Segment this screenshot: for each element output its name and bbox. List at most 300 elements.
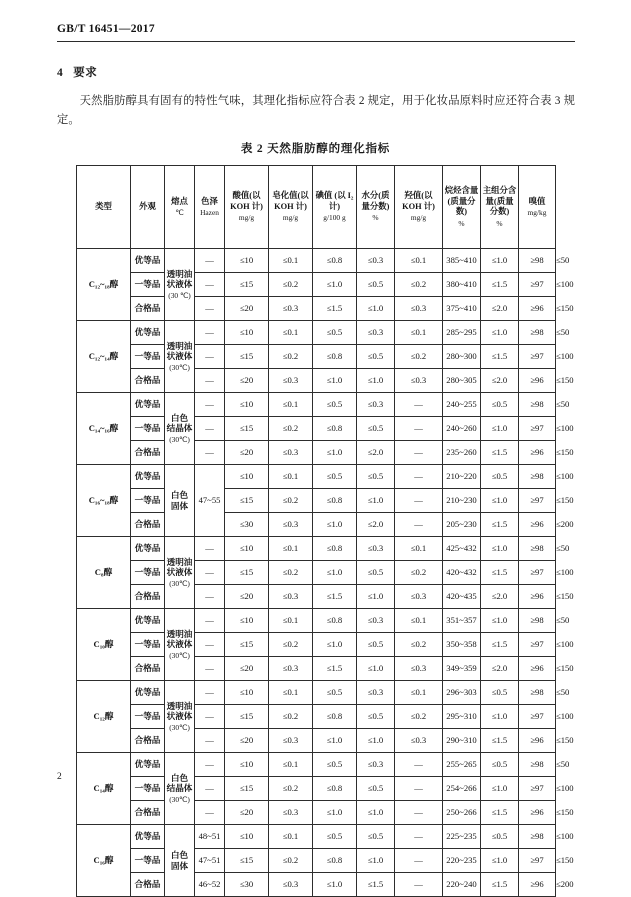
table-row: C₁₄~₁₆醇 优等品 白色 结晶体 (30℃) — ≤10 ≤0.1 ≤0.5 ≤0.3 — 240~255 ≤0.5 ≥98 ≤50	[77, 393, 556, 417]
cell-main-component: ≥96	[519, 657, 556, 681]
cell-alkane-content: ≤1.5	[481, 801, 519, 825]
cell-main-component: ≥98	[519, 249, 556, 273]
cell-main-component: ≥97	[519, 561, 556, 585]
cell-hydroxyl-value: 380~410	[443, 273, 481, 297]
table-row: C₁₀醇 优等品 透明油 状液体 (30℃) — ≤10 ≤0.1 ≤0.8 ≤0.3 ≤0.1 351~357 ≤1.0 ≥98 ≤50	[77, 609, 556, 633]
col-header-water-content: 水分(质量分数) %	[357, 166, 395, 249]
cell-iodine-value: ≤1.0	[357, 489, 395, 513]
cell-water-content: —	[395, 849, 443, 873]
cell-color: ≤15	[225, 849, 269, 873]
grade-cell: 一等品	[131, 633, 165, 657]
cell-acid-value: ≤0.2	[269, 849, 313, 873]
cell-hydroxyl-value: 385~410	[443, 249, 481, 273]
cell-hydroxyl-value: 225~235	[443, 825, 481, 849]
cell-water-content: ≤0.1	[395, 321, 443, 345]
table-row: C₁₂~₁₈醇 优等品 透明油 状液体 (30 ℃) — ≤10 ≤0.1 ≤0.8 ≤0.3 ≤0.1 385~410 ≤1.0 ≥98 ≤50	[77, 249, 556, 273]
cell-iodine-value: ≤0.3	[357, 681, 395, 705]
cell-hydroxyl-value: 425~432	[443, 537, 481, 561]
cell-iodine-value: ≤0.3	[357, 753, 395, 777]
clause-heading	[57, 64, 97, 80]
table-row: 一等品 — ≤15 ≤0.2 ≤0.8 ≤0.5 — 240~260 ≤1.0 ≥97 ≤100	[77, 417, 556, 441]
table-row: 合格品 — ≤20 ≤0.3 ≤1.0 ≤1.0 ≤0.3 290~310 ≤1.5 ≥96 ≤150	[77, 729, 556, 753]
table-row: C₁₆~₁₈醇 优等品 白色 固体 47~55 ≤10 ≤0.1 ≤0.5 ≤0.5 — 210~220 ≤0.5 ≥98 ≤100	[77, 465, 556, 489]
cell-main-component: ≥97	[519, 489, 556, 513]
cell-melting-point: —	[195, 417, 225, 441]
grade-cell: 合格品	[131, 297, 165, 321]
cell-hydroxyl-value: 240~260	[443, 417, 481, 441]
table-row: 一等品 — ≤15 ≤0.2 ≤1.0 ≤0.5 ≤0.2 420~432 ≤1.5 ≥97 ≤100	[77, 561, 556, 585]
cell-main-component: ≥96	[519, 801, 556, 825]
col-header-melting-point: 熔点 ℃	[165, 166, 195, 249]
cell-color: ≤10	[225, 609, 269, 633]
cell-saponification-value: ≤1.0	[313, 441, 357, 465]
cell-iodine-value: ≤0.5	[357, 633, 395, 657]
table-body	[77, 249, 574, 897]
cell-iodine-value: ≤0.3	[357, 537, 395, 561]
cell-iodine-value: ≤0.5	[357, 465, 395, 489]
clause-paragraph: 天然脂肪醇具有固有的特性气味，其理化指标应符合表 2 规定，用于化妆品原料时应还符合表 3 规定。	[57, 95, 575, 126]
cell-hydroxyl-value: 235~260	[443, 441, 481, 465]
col-header-saponification-value: 皂化值(以 KOH 计) mg/g	[269, 166, 313, 249]
cell-acid-value: ≤0.2	[269, 777, 313, 801]
table-row: 合格品 46~52 ≤30 ≤0.3 ≤1.0 ≤1.5 — 220~240 ≤1.5 ≥96 ≤200	[77, 873, 556, 897]
col-header-appearance: 外观	[131, 166, 165, 249]
cell-alkane-content: ≤1.5	[481, 729, 519, 753]
cell-water-content: ≤0.3	[395, 657, 443, 681]
cell-alkane-content: ≤1.0	[481, 249, 519, 273]
table-row: C₁₂~₁₄醇 优等品 透明油 状液体 (30℃) — ≤10 ≤0.1 ≤0.5 ≤0.3 ≤0.1 285~295 ≤1.0 ≥98 ≤50	[77, 321, 556, 345]
cell-color: ≤15	[225, 705, 269, 729]
cell-hydroxyl-value: 285~295	[443, 321, 481, 345]
type-cell: C₈醇	[77, 537, 131, 609]
cell-acid-value: ≤0.2	[269, 705, 313, 729]
header-row	[77, 166, 556, 249]
cell-alkane-content: ≤0.5	[481, 753, 519, 777]
cell-alkane-content: ≤1.0	[481, 705, 519, 729]
cell-iodine-value: ≤0.5	[357, 561, 395, 585]
table-row: 合格品 — ≤20 ≤0.3 ≤1.0 ≤1.0 — 250~266 ≤1.5 ≥96 ≤150	[77, 801, 556, 825]
cell-alkane-content: ≤1.5	[481, 345, 519, 369]
cell-iodine-value: ≤1.5	[357, 873, 395, 897]
cell-water-content: ≤0.2	[395, 633, 443, 657]
cell-alkane-content: ≤1.5	[481, 873, 519, 897]
cell-alkane-content: ≤0.5	[481, 825, 519, 849]
cell-water-content: ≤0.3	[395, 297, 443, 321]
cell-water-content: —	[395, 441, 443, 465]
cell-melting-point: —	[195, 585, 225, 609]
cell-alkane-content: ≤1.0	[481, 537, 519, 561]
cell-acid-value: ≤0.2	[269, 345, 313, 369]
cell-melting-point: —	[195, 657, 225, 681]
cell-saponification-value: ≤1.0	[313, 873, 357, 897]
cell-acid-value: ≤0.1	[269, 825, 313, 849]
cell-saponification-value: ≤0.5	[313, 753, 357, 777]
cell-saponification-value: ≤0.8	[313, 345, 357, 369]
cell-acid-value: ≤0.2	[269, 417, 313, 441]
table-row: 一等品 — ≤15 ≤0.2 ≤0.8 ≤0.5 ≤0.2 280~300 ≤1.5 ≥97 ≤100	[77, 345, 556, 369]
grade-cell: 优等品	[131, 681, 165, 705]
cell-main-component: ≥97	[519, 777, 556, 801]
cell-color: ≤15	[225, 417, 269, 441]
cell-main-component: ≥96	[519, 585, 556, 609]
cell-saponification-value: ≤1.0	[313, 801, 357, 825]
col-header-type: 类型	[77, 166, 131, 249]
cell-color: ≤15	[225, 777, 269, 801]
table-caption: 表 2 天然脂肪醇的理化指标	[240, 143, 391, 155]
cell-hydroxyl-value: 350~358	[443, 633, 481, 657]
cell-saponification-value: ≤0.5	[313, 465, 357, 489]
grade-cell: 优等品	[131, 609, 165, 633]
cell-main-component: ≥98	[519, 753, 556, 777]
cell-melting-point: —	[195, 681, 225, 705]
cell-alkane-content: ≤1.0	[481, 849, 519, 873]
cell-alkane-content: ≤1.0	[481, 417, 519, 441]
cell-iodine-value: ≤1.0	[357, 297, 395, 321]
cell-saponification-value: ≤0.8	[313, 849, 357, 873]
cell-hydroxyl-value: 240~255	[443, 393, 481, 417]
clause-title: 要求	[73, 67, 98, 79]
table-row: C₁₆醇 优等品 白色 固体 48~51 ≤10 ≤0.1 ≤0.5 ≤0.5 — 225~235 ≤0.5 ≥98 ≤100	[77, 825, 556, 849]
cell-water-content: —	[395, 801, 443, 825]
cell-water-content: —	[395, 417, 443, 441]
cell-acid-value: ≤0.1	[269, 753, 313, 777]
col-header-acid-value: 酸值(以 KOH 计) mg/g	[225, 166, 269, 249]
cell-color: ≤20	[225, 441, 269, 465]
cell-melting-point: —	[195, 705, 225, 729]
cell-saponification-value: ≤1.0	[313, 561, 357, 585]
cell-main-component: ≥96	[519, 441, 556, 465]
type-cell: C₁₂~₁₈醇	[77, 249, 131, 321]
cell-acid-value: ≤0.3	[269, 297, 313, 321]
cell-alkane-content: ≤1.0	[481, 609, 519, 633]
grade-cell: 一等品	[131, 705, 165, 729]
table-row: 一等品 — ≤15 ≤0.2 ≤0.8 ≤0.5 — 254~266 ≤1.0 ≥97 ≤100	[77, 777, 556, 801]
cell-melting-point: —	[195, 321, 225, 345]
standard-number: GB/T 16451—2017	[57, 23, 155, 35]
cell-melting-point: —	[195, 729, 225, 753]
cell-melting-point: 47~55	[195, 465, 225, 537]
type-cell: C₁₀醇	[77, 609, 131, 681]
clause-number: 4	[57, 67, 64, 79]
cell-acid-value: ≤0.1	[269, 249, 313, 273]
cell-iodine-value: ≤0.5	[357, 345, 395, 369]
table-row: C₁₄醇 优等品 白色 结晶体 (30℃) — ≤10 ≤0.1 ≤0.5 ≤0.3 — 255~265 ≤0.5 ≥98 ≤50	[77, 753, 556, 777]
appearance-cell: 透明油 状液体 (30℃)	[165, 321, 195, 393]
type-cell: C₁₄醇	[77, 753, 131, 825]
cell-water-content: ≤0.1	[395, 681, 443, 705]
cell-main-component: ≥98	[519, 681, 556, 705]
cell-acid-value: ≤0.2	[269, 561, 313, 585]
cell-iodine-value: ≤0.5	[357, 273, 395, 297]
cell-water-content: —	[395, 873, 443, 897]
cell-water-content: —	[395, 753, 443, 777]
cell-color: ≤15	[225, 633, 269, 657]
appearance-cell: 白色 结晶体 (30℃)	[165, 753, 195, 825]
cell-color: ≤20	[225, 369, 269, 393]
page-number: 2	[57, 772, 62, 782]
appearance-cell: 白色 固体	[165, 825, 195, 897]
cell-saponification-value: ≤0.8	[313, 537, 357, 561]
cell-saponification-value: ≤1.0	[313, 633, 357, 657]
grade-cell: 优等品	[131, 321, 165, 345]
cell-melting-point: 47~51	[195, 849, 225, 873]
cell-water-content: ≤0.3	[395, 585, 443, 609]
col-header-main-component: 主组分含量(质量分数) %	[481, 166, 519, 249]
table-row: 一等品 — ≤15 ≤0.2 ≤0.8 ≤0.5 ≤0.2 295~310 ≤1.0 ≥97 ≤100	[77, 705, 556, 729]
cell-iodine-value: ≤0.3	[357, 393, 395, 417]
cell-water-content: —	[395, 825, 443, 849]
cell-color: ≤10	[225, 321, 269, 345]
cell-alkane-content: ≤1.5	[481, 513, 519, 537]
cell-main-component: ≥96	[519, 513, 556, 537]
grade-cell: 优等品	[131, 825, 165, 849]
header-rule	[57, 41, 575, 42]
cell-color: ≤20	[225, 729, 269, 753]
cell-color: ≤10	[225, 537, 269, 561]
appearance-cell: 透明油 状液体 (30℃)	[165, 681, 195, 753]
cell-hydroxyl-value: 290~310	[443, 729, 481, 753]
cell-water-content: —	[395, 465, 443, 489]
cell-main-component: ≥98	[519, 537, 556, 561]
cell-acid-value: ≤0.3	[269, 657, 313, 681]
spec-table	[76, 165, 574, 897]
grade-cell: 优等品	[131, 249, 165, 273]
table-row: 合格品 — ≤20 ≤0.3 ≤1.0 ≤1.0 ≤0.3 280~305 ≤2.0 ≥96 ≤150	[77, 369, 556, 393]
cell-color: ≤10	[225, 249, 269, 273]
cell-melting-point: —	[195, 249, 225, 273]
cell-acid-value: ≤0.3	[269, 801, 313, 825]
grade-cell: 合格品	[131, 801, 165, 825]
cell-acid-value: ≤0.3	[269, 585, 313, 609]
cell-iodine-value: ≤0.5	[357, 825, 395, 849]
cell-main-component: ≥98	[519, 609, 556, 633]
cell-melting-point: —	[195, 345, 225, 369]
cell-melting-point: 46~52	[195, 873, 225, 897]
cell-iodine-value: ≤0.5	[357, 417, 395, 441]
table-row: 一等品 — ≤15 ≤0.2 ≤1.0 ≤0.5 ≤0.2 380~410 ≤1.5 ≥97 ≤100	[77, 273, 556, 297]
col-header-iodine-value: 碘值 (以 I₂ 计) g/100 g	[313, 166, 357, 249]
cell-saponification-value: ≤0.8	[313, 417, 357, 441]
cell-saponification-value: ≤0.8	[313, 777, 357, 801]
grade-cell: 合格品	[131, 441, 165, 465]
cell-alkane-content: ≤0.5	[481, 393, 519, 417]
cell-water-content: ≤0.3	[395, 729, 443, 753]
cell-color: ≤15	[225, 273, 269, 297]
cell-acid-value: ≤0.3	[269, 729, 313, 753]
cell-acid-value: ≤0.1	[269, 321, 313, 345]
cell-melting-point: —	[195, 777, 225, 801]
cell-color: ≤10	[225, 825, 269, 849]
cell-hydroxyl-value: 420~435	[443, 585, 481, 609]
grade-cell: 一等品	[131, 345, 165, 369]
table-row: C₈醇 优等品 透明油 状液体 (30℃) — ≤10 ≤0.1 ≤0.8 ≤0.3 ≤0.1 425~432 ≤1.0 ≥98 ≤50	[77, 537, 556, 561]
grade-cell: 一等品	[131, 849, 165, 873]
cell-acid-value: ≤0.3	[269, 873, 313, 897]
table-header	[77, 166, 556, 249]
cell-saponification-value: ≤0.8	[313, 489, 357, 513]
grade-cell: 合格品	[131, 585, 165, 609]
cell-color: ≤10	[225, 465, 269, 489]
appearance-cell: 透明油 状液体 (30 ℃)	[165, 249, 195, 321]
spec-table-wrap	[76, 165, 574, 897]
cell-water-content: —	[395, 489, 443, 513]
cell-melting-point: 48~51	[195, 825, 225, 849]
table-row: 合格品 ≤30 ≤0.3 ≤1.0 ≤2.0 — 205~230 ≤1.5 ≥96 ≤200	[77, 513, 556, 537]
cell-acid-value: ≤0.3	[269, 513, 313, 537]
cell-main-component: ≥96	[519, 873, 556, 897]
cell-color: ≤15	[225, 489, 269, 513]
table-row: 一等品 — ≤15 ≤0.2 ≤1.0 ≤0.5 ≤0.2 350~358 ≤1.5 ≥97 ≤100	[77, 633, 556, 657]
cell-water-content: —	[395, 513, 443, 537]
cell-saponification-value: ≤1.0	[313, 273, 357, 297]
grade-cell: 优等品	[131, 537, 165, 561]
appearance-cell: 透明油 状液体 (30℃)	[165, 537, 195, 609]
cell-acid-value: ≤0.1	[269, 465, 313, 489]
cell-hydroxyl-value: 351~357	[443, 609, 481, 633]
cell-saponification-value: ≤1.0	[313, 513, 357, 537]
cell-alkane-content: ≤2.0	[481, 657, 519, 681]
cell-color: ≤20	[225, 657, 269, 681]
table-row: C₁₂醇 优等品 透明油 状液体 (30℃) — ≤10 ≤0.1 ≤0.5 ≤0.3 ≤0.1 296~303 ≤0.5 ≥98 ≤50	[77, 681, 556, 705]
cell-melting-point: —	[195, 537, 225, 561]
cell-water-content: ≤0.2	[395, 561, 443, 585]
cell-iodine-value: ≤0.5	[357, 777, 395, 801]
cell-water-content: ≤0.1	[395, 249, 443, 273]
cell-hydroxyl-value: 296~303	[443, 681, 481, 705]
cell-acid-value: ≤0.3	[269, 369, 313, 393]
type-cell: C₁₂醇	[77, 681, 131, 753]
cell-water-content: ≤0.2	[395, 273, 443, 297]
cell-main-component: ≥98	[519, 321, 556, 345]
cell-acid-value: ≤0.1	[269, 537, 313, 561]
cell-main-component: ≥98	[519, 393, 556, 417]
cell-water-content: ≤0.2	[395, 705, 443, 729]
cell-saponification-value: ≤1.0	[313, 369, 357, 393]
cell-iodine-value: ≤1.0	[357, 369, 395, 393]
cell-iodine-value: ≤0.3	[357, 609, 395, 633]
cell-iodine-value: ≤2.0	[357, 513, 395, 537]
cell-acid-value: ≤0.1	[269, 393, 313, 417]
cell-melting-point: —	[195, 633, 225, 657]
cell-acid-value: ≤0.3	[269, 441, 313, 465]
cell-color: ≤10	[225, 681, 269, 705]
cell-color: ≤30	[225, 873, 269, 897]
cell-color: ≤10	[225, 393, 269, 417]
col-header-hydroxyl-value: 羟值(以 KOH 计) mg/g	[395, 166, 443, 249]
table-row: 一等品 ≤15 ≤0.2 ≤0.8 ≤1.0 — 210~230 ≤1.0 ≥97 ≤150	[77, 489, 556, 513]
cell-main-component: ≥97	[519, 417, 556, 441]
cell-saponification-value: ≤1.5	[313, 297, 357, 321]
cell-water-content: ≤0.2	[395, 345, 443, 369]
cell-melting-point: —	[195, 297, 225, 321]
cell-acid-value: ≤0.1	[269, 681, 313, 705]
grade-cell: 合格品	[131, 657, 165, 681]
table-row: 合格品 — ≤20 ≤0.3 ≤1.5 ≤1.0 ≤0.3 349~359 ≤2.0 ≥96 ≤150	[77, 657, 556, 681]
cell-main-component: ≥96	[519, 369, 556, 393]
cell-color: ≤30	[225, 513, 269, 537]
cell-alkane-content: ≤1.0	[481, 321, 519, 345]
cell-acid-value: ≤0.2	[269, 633, 313, 657]
appearance-cell: 白色 结晶体 (30℃)	[165, 393, 195, 465]
appearance-cell: 白色 固体	[165, 465, 195, 537]
cell-hydroxyl-value: 295~310	[443, 705, 481, 729]
type-cell: C₁₂~₁₄醇	[77, 321, 131, 393]
cell-alkane-content: ≤1.0	[481, 489, 519, 513]
type-cell: C₁₆~₁₈醇	[77, 465, 131, 537]
cell-melting-point: —	[195, 561, 225, 585]
cell-water-content: —	[395, 777, 443, 801]
grade-cell: 一等品	[131, 273, 165, 297]
cell-melting-point: —	[195, 273, 225, 297]
appearance-cell: 透明油 状液体 (30℃)	[165, 609, 195, 681]
cell-saponification-value: ≤0.8	[313, 609, 357, 633]
cell-main-component: ≥96	[519, 297, 556, 321]
cell-main-component: ≥97	[519, 273, 556, 297]
cell-alkane-content: ≤0.5	[481, 681, 519, 705]
grade-cell: 优等品	[131, 393, 165, 417]
cell-hydroxyl-value: 250~266	[443, 801, 481, 825]
cell-melting-point: —	[195, 609, 225, 633]
table-row: 一等品 47~51 ≤15 ≤0.2 ≤0.8 ≤1.0 — 220~235 ≤1.0 ≥97 ≤150	[77, 849, 556, 873]
cell-melting-point: —	[195, 801, 225, 825]
cell-hydroxyl-value: 205~230	[443, 513, 481, 537]
cell-acid-value: ≤0.2	[269, 489, 313, 513]
grade-cell: 一等品	[131, 417, 165, 441]
cell-main-component: ≥97	[519, 705, 556, 729]
type-cell: C₁₄~₁₆醇	[77, 393, 131, 465]
table-row: 合格品 — ≤20 ≤0.3 ≤1.0 ≤2.0 — 235~260 ≤1.5 ≥96 ≤150	[77, 441, 556, 465]
cell-iodine-value: ≤0.5	[357, 705, 395, 729]
cell-melting-point: —	[195, 393, 225, 417]
grade-cell: 合格品	[131, 729, 165, 753]
cell-iodine-value: ≤0.3	[357, 249, 395, 273]
grade-cell: 合格品	[131, 873, 165, 897]
cell-color: ≤10	[225, 753, 269, 777]
cell-iodine-value: ≤0.3	[357, 321, 395, 345]
cell-melting-point: —	[195, 753, 225, 777]
cell-water-content: —	[395, 393, 443, 417]
cell-hydroxyl-value: 420~432	[443, 561, 481, 585]
cell-alkane-content: ≤1.5	[481, 273, 519, 297]
cell-saponification-value: ≤0.5	[313, 825, 357, 849]
type-cell: C₁₆醇	[77, 825, 131, 897]
cell-iodine-value: ≤1.0	[357, 657, 395, 681]
cell-melting-point: —	[195, 441, 225, 465]
cell-water-content: ≤0.1	[395, 609, 443, 633]
table-row: 合格品 — ≤20 ≤0.3 ≤1.5 ≤1.0 ≤0.3 420~435 ≤2.0 ≥96 ≤150	[77, 585, 556, 609]
grade-cell: 优等品	[131, 465, 165, 489]
cell-main-component: ≥97	[519, 345, 556, 369]
cell-iodine-value: ≤1.0	[357, 801, 395, 825]
cell-hydroxyl-value: 220~235	[443, 849, 481, 873]
cell-alkane-content: ≤2.0	[481, 369, 519, 393]
cell-water-content: ≤0.3	[395, 369, 443, 393]
cell-saponification-value: ≤0.5	[313, 681, 357, 705]
cell-hydroxyl-value: 375~410	[443, 297, 481, 321]
cell-saponification-value: ≤1.5	[313, 657, 357, 681]
cell-hydroxyl-value: 280~305	[443, 369, 481, 393]
cell-hydroxyl-value: 280~300	[443, 345, 481, 369]
grade-cell: 一等品	[131, 777, 165, 801]
cell-hydroxyl-value: 349~359	[443, 657, 481, 681]
cell-hydroxyl-value: 210~220	[443, 465, 481, 489]
cell-iodine-value: ≤2.0	[357, 441, 395, 465]
cell-color: ≤15	[225, 345, 269, 369]
cell-main-component: ≥96	[519, 729, 556, 753]
grade-cell: 一等品	[131, 561, 165, 585]
cell-alkane-content: ≤0.5	[481, 465, 519, 489]
cell-alkane-content: ≤1.5	[481, 441, 519, 465]
